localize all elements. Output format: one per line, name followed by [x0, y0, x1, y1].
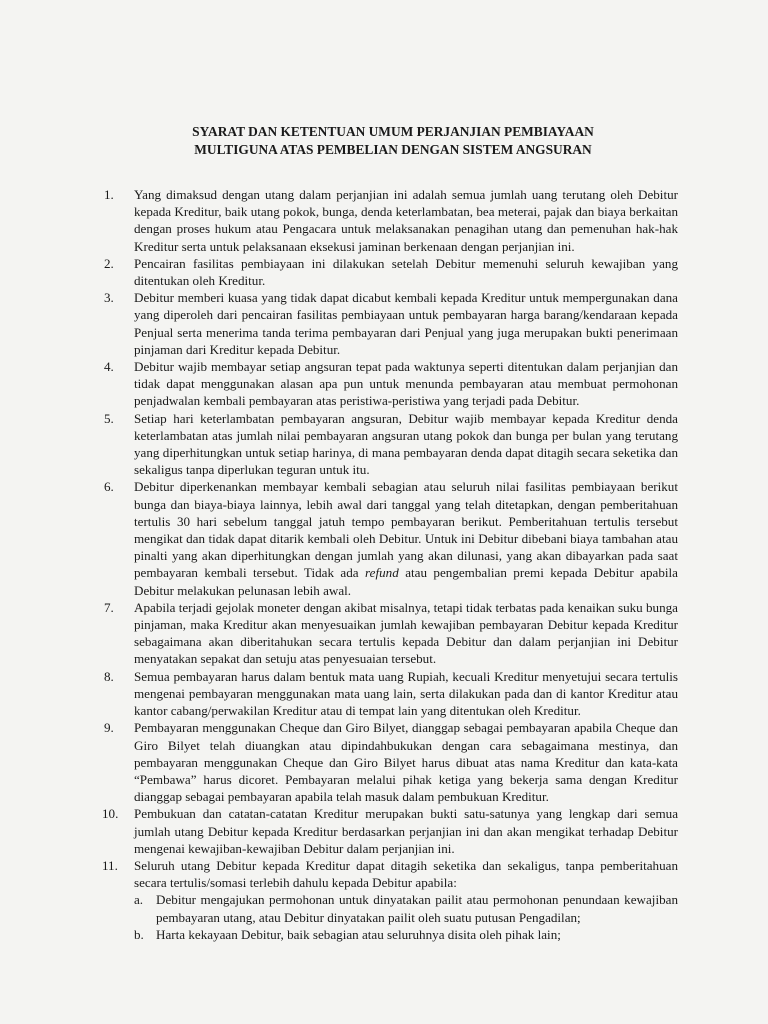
clause-text: Pembayaran menggunakan Cheque dan Giro Bilyet, dianggap sebagai pembayaran apabila Cheque dan Giro Bilyet telah diuangkan atau dipindahbukukan dengan cara sebagaimana mestinya, dan pembayaran menggunakan Cheque dan Giro Bilyet harus dibuat atas nama Kreditur dan kata-kata “Pembawa” harus dicoret. Pembayaran melalui pihak ketiga yang bekerja sama dengan Kreditur dianggap sebagai pembayaran apabila telah masuk dalam pembukuan Kreditur. [134, 720, 678, 805]
clause-7 [104, 599, 678, 668]
title-line-2: MULTIGUNA ATAS PEMBELIAN DENGAN SISTEM ANGSURAN [194, 142, 592, 157]
clause-11 [104, 857, 678, 943]
clause-8 [104, 668, 678, 720]
clause-3 [104, 289, 678, 358]
clause-text: Yang dimaksud dengan utang dalam perjanjian ini adalah semua jumlah uang terutang oleh Debitur kepada Kreditur, baik utang pokok, bunga, denda keterlambatan, bea meterai, pajak dan biaya berkaitan dengan proses hukum atau Pengacara untuk melaksanakan penagihan utang dan pemenuhan hak-hak Kreditur serta untuk pelaksanaan eksekusi jaminan berkenaan dengan perjanjian ini. [134, 187, 678, 254]
clause-text: Semua pembayaran harus dalam bentuk mata uang Rupiah, kecuali Kreditur menyetujui secara tertulis mengenai pembayaran menggunakan mata uang lain, serta dilakukan pada dan di kantor Kreditur atau kantor cabang/perwakilan Kreditur atau di tempat lain yang ditentukan oleh Kreditur. [134, 668, 678, 719]
clause-text: Pembukuan dan catatan-catatan Kreditur merupakan bukti satu-satunya yang lengkap dari semua jumlah utang Debitur kepada Kreditur berdasarkan perjanjian ini dan akan mengikat terhadap Debitur mengenai kewajiban-kewajiban Debitur dalam perjanjian ini. [134, 806, 678, 856]
clause-text: Setiap hari keterlambatan pembayaran angsuran, Debitur wajib membayar kepada Kreditur denda keterlambatan atas jumlah nilai pembayaran angsuran utang pokok dan bunga per bulan yang terutang yang diperhitungkan untuk setiap harinya, di mana pembayaran denda dapat ditagih secara seketika dan sekaligus tanpa diperlukan teguran untuk itu. [134, 410, 678, 478]
clause-number: 11. [102, 857, 118, 873]
clause-number: 7. [104, 599, 114, 615]
clause-6 [104, 478, 678, 598]
clause-number: 2. [104, 255, 114, 271]
clause-number: 4. [104, 359, 114, 375]
clause-2 [104, 255, 678, 289]
clause-10 [104, 805, 678, 857]
clause-1 [104, 186, 678, 255]
clause-number: 3. [104, 290, 114, 306]
sub-clause-b [134, 926, 678, 943]
clause-text: Apabila terjadi gejolak moneter dengan akibat misalnya, tetapi tidak terbatas pada kenaikan suku bunga pinjaman, maka Kreditur akan menyesuaikan jumlah kewajiban pembayaran Debitur kepada Kreditur sebagaimana akan diberitahukan secara tertulis kepada Debitur dan dalam perjanjian ini Debitur menyatakan sepakat dan setuju atas penyesuaian tersebut. [134, 599, 678, 667]
sub-clause-letter: b. [134, 926, 144, 942]
clause-number: 6. [104, 479, 114, 495]
clause-number: 10. [102, 806, 119, 822]
clause-text: Debitur wajib membayar setiap angsuran tepat pada waktunya seperti ditentukan dalam perjanjian dan tidak dapat menggunakan alasan apa pun untuk menunda pembayaran atau membuat permohonan penjadwalan kembali pembayaran atas peristiwa-peristiwa yang terjadi pada Debitur. [134, 359, 678, 409]
sub-clause-text: Debitur mengajukan permohonan untuk dinyatakan pailit atau permohonan penundaan kewajiban pembayaran utang, atau Debitur dinyatakan pailit oleh suatu putusan Pengadilan; [156, 892, 678, 925]
clause-5 [104, 410, 678, 479]
clause-italic-term: refund [365, 565, 399, 581]
document-title [104, 123, 678, 159]
sub-clause-text: Harta kekayaan Debitur, baik sebagian atau seluruhnya disita oleh pihak lain; [156, 926, 561, 942]
clause-number: 8. [104, 668, 114, 684]
sub-clause-letter: a. [134, 892, 144, 908]
title-line-1: SYARAT DAN KETENTUAN UMUM PERJANJIAN PEMBIAYAAN [192, 124, 594, 139]
clause-text-continued: atau pengembalian premi kepada Debitur apabila Debitur melakukan pelunasan lebih awal. [134, 565, 678, 598]
clause-text: Pencairan fasilitas pembiayaan ini dilakukan setelah Debitur memenuhi seluruh kewajiban yang ditentukan oleh Kreditur. [134, 255, 678, 289]
clause-number: 5. [104, 410, 114, 426]
clause-text: Seluruh utang Debitur kepada Kreditur dapat ditagih seketika dan sekaligus, tanpa pemberitahuan secara tertulis/somasi terlebih dahulu kepada Debitur apabila: [134, 857, 678, 891]
clause-number: 1. [104, 187, 114, 202]
clause-4 [104, 358, 678, 410]
clause-number: 9. [104, 720, 114, 736]
sub-clause-a [134, 891, 678, 925]
clause-text: Debitur memberi kuasa yang tidak dapat dicabut kembali kepada Kreditur untuk mempergunakan dana yang diperoleh dari pencairan fasilitas pembiayaan untuk pembayaran harga barang/kendaraan kepada Penjual serta menerima tanda terima pembayaran dari Penjual yang juga merupakan bukti penerimaan pinjaman dari Kreditur kepada Debitur. [134, 290, 678, 357]
sub-clause-list [134, 891, 678, 943]
clause-list [104, 186, 678, 943]
clause-9 [104, 719, 678, 805]
clause-text: Debitur diperkenankan membayar kembali sebagian atau seluruh nilai fasilitas pembiayaan berikut bunga dan biaya-biaya lainnya, lebih awal dari tanggal yang telah ditetapkan, dengan pemberitahuan tertulis 30 hari sebelum tanggal jatuh tempo pembayaran berikut. Pemberitahuan tertulis tersebut mengikat dan tidak dapat ditarik kembali oleh Debitur. Untuk ini Debitur dibebani biaya tambahan atau pinalti yang akan diperhitungkan dengan jumlah yang akan dilunasi, yang akan dibayarkan pada saat pembayaran kembali tersebut. Tidak ada [134, 479, 678, 581]
